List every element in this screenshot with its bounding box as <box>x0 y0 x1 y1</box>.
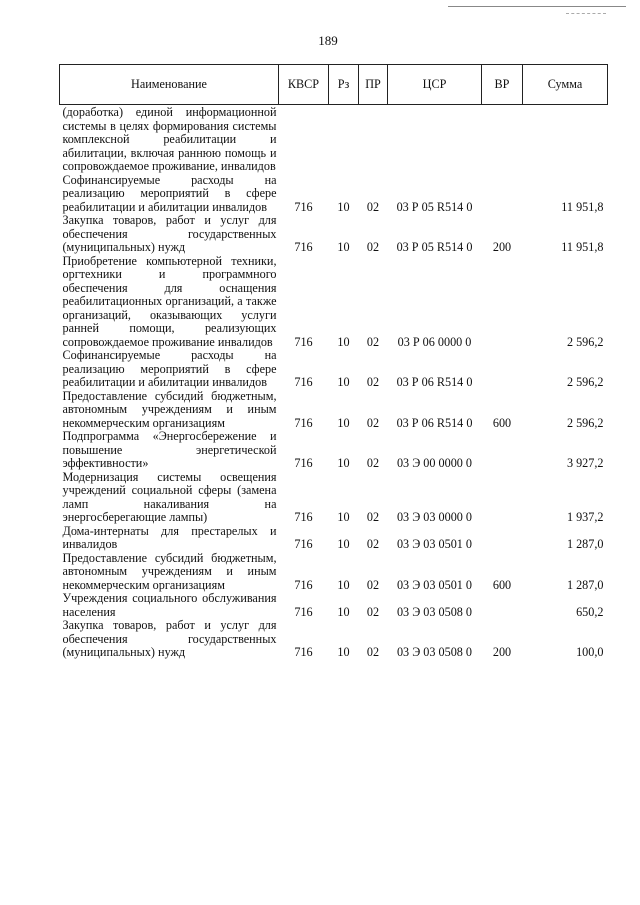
scan-artifact-line <box>448 6 626 7</box>
cell-name: (доработка) единой информационной системы в целях формирования системы комплексной реабилитации и абилитации, включая раннюю помощь и сопровождаемое проживание, инвалидов <box>62 105 277 173</box>
cell-csr: 03 Э 03 0501 0 <box>396 537 473 551</box>
cell-name: Приобретение компьютерной техники, оргтехники и программного обеспечения для оснащения реабилитационных организаций, а также организаций, оказывающих услуги ранней помощи, реализующих сопровождаемое проживание инвалидов <box>62 253 277 349</box>
cell-csr <box>388 105 482 174</box>
cell-csr: 03 Э 00 0000 0 <box>396 456 473 470</box>
cell-sum: 11 951,8 <box>561 199 604 214</box>
cell-kvsr: 716 <box>294 645 313 659</box>
cell-csr: 03 Э 03 0508 0 <box>396 604 473 619</box>
cell-vr <box>482 349 523 390</box>
cell-rz: 10 <box>337 577 350 592</box>
cell-kvsr: 716 <box>294 415 313 430</box>
cell-sum: 650,2 <box>576 604 604 619</box>
cell-csr: 03 Р 06 0000 0 <box>397 334 472 349</box>
table-row <box>60 592 608 619</box>
cell-pr: 02 <box>366 510 380 524</box>
cell-name: Дома-интернаты для престарелых и инвалидов <box>62 523 277 551</box>
cell-csr: 03 Э 03 0501 0 <box>396 577 473 592</box>
cell-pr: 02 <box>366 199 380 214</box>
header-vr: ВР <box>482 65 523 105</box>
cell-vr <box>482 471 523 525</box>
header-sum: Сумма <box>523 65 608 105</box>
cell-rz: 10 <box>337 510 350 524</box>
cell-sum: 2 596,2 <box>566 334 604 349</box>
cell-kvsr: 716 <box>294 604 313 619</box>
cell-rz: 10 <box>337 645 350 659</box>
cell-vr <box>482 255 523 350</box>
cell-name: Подпрограмма «Энергосбережение и повышение энергетической эффективности» <box>62 429 277 470</box>
cell-kvsr: 716 <box>294 510 313 524</box>
header-csr: ЦСР <box>388 65 482 105</box>
page-number: 189 <box>318 33 338 48</box>
cell-vr <box>482 430 523 471</box>
cell-name: Предоставление субсидий бюджетным, автономным учреждениям и иным некоммерческим организациям <box>62 388 277 430</box>
table-row <box>60 214 608 255</box>
cell-pr: 02 <box>366 334 380 349</box>
cell-rz: 10 <box>337 604 350 619</box>
table-row <box>60 471 608 525</box>
cell-pr: 02 <box>366 577 380 592</box>
header-kvsr: КВСР <box>279 65 329 105</box>
cell-name: Софинансируемые расходы на реализацию мероприятий в сфере реабилитации и абилитации инвалидов <box>62 172 277 214</box>
cell-sum: 11 951,8 <box>561 240 604 254</box>
cell-kvsr <box>279 105 329 174</box>
cell-rz: 10 <box>337 334 350 349</box>
header-rz: Рз <box>329 65 359 105</box>
table-row <box>60 349 608 390</box>
cell-sum: 100,0 <box>576 645 604 659</box>
cell-pr: 02 <box>366 604 380 619</box>
table-row <box>60 525 608 552</box>
cell-name: Софинансируемые расходы на реализацию мероприятий в сфере реабилитации и абилитации инвалидов <box>62 348 277 389</box>
cell-vr <box>482 174 523 215</box>
cell-kvsr: 716 <box>294 199 313 214</box>
cell-name: Закупка товаров, работ и услуг для обеспечения государственных (муниципальных) нужд <box>62 618 277 659</box>
cell-vr: 200 <box>492 240 512 254</box>
table-row <box>60 430 608 471</box>
cell-pr: 02 <box>366 537 380 551</box>
cell-sum: 1 287,0 <box>566 577 604 592</box>
table-body <box>60 105 608 660</box>
cell-pr: 02 <box>366 645 380 659</box>
cell-rz <box>329 105 359 174</box>
cell-rz: 10 <box>337 537 350 551</box>
cell-rz: 10 <box>337 199 350 214</box>
cell-pr: 02 <box>366 240 380 254</box>
cell-name: Модернизация системы освещения учреждений социальной сферы (замена ламп накаливания на энергосберегающие лампы) <box>62 469 277 524</box>
cell-sum: 2 596,2 <box>566 415 604 430</box>
cell-sum: 2 596,2 <box>566 375 604 389</box>
cell-vr <box>482 105 523 174</box>
scan-artifact-dots <box>566 13 606 14</box>
cell-name: Учреждения социального обслуживания населения <box>62 591 277 619</box>
cell-kvsr: 716 <box>294 375 313 389</box>
cell-sum: 3 927,2 <box>566 456 604 470</box>
cell-kvsr: 716 <box>294 334 313 349</box>
cell-kvsr: 716 <box>294 456 313 470</box>
cell-rz: 10 <box>337 456 350 470</box>
cell-sum: 1 287,0 <box>566 537 604 551</box>
cell-vr: 600 <box>492 577 512 592</box>
cell-kvsr: 716 <box>294 240 313 254</box>
cell-kvsr: 716 <box>294 577 313 592</box>
cell-name: Предоставление субсидий бюджетным, автономным учреждениям и иным некоммерческим организациям <box>62 550 277 592</box>
cell-pr: 02 <box>366 375 380 389</box>
cell-rz: 10 <box>337 415 350 430</box>
cell-csr: 03 Р 05 R514 0 <box>396 199 473 214</box>
cell-pr: 02 <box>366 456 380 470</box>
cell-csr: 03 Р 06 R514 0 <box>396 375 473 389</box>
cell-sum: 1 937,2 <box>566 510 604 524</box>
table-row <box>60 105 608 174</box>
cell-csr: 03 Э 03 0508 0 <box>396 645 473 659</box>
cell-rz: 10 <box>337 375 350 389</box>
cell-csr: 03 Э 03 0000 0 <box>396 510 473 524</box>
cell-name: Закупка товаров, работ и услуг для обеспечения государственных (муниципальных) нужд <box>62 213 277 254</box>
table-header-row <box>60 65 608 105</box>
cell-pr <box>359 105 388 174</box>
cell-csr: 03 Р 05 R514 0 <box>396 240 473 254</box>
header-pr: ПР <box>359 65 388 105</box>
cell-pr: 02 <box>366 415 380 430</box>
table-row <box>60 255 608 350</box>
cell-vr <box>482 525 523 552</box>
table-row <box>60 390 608 431</box>
cell-sum <box>523 105 608 174</box>
cell-vr: 600 <box>492 415 512 430</box>
cell-kvsr: 716 <box>294 537 313 551</box>
cell-vr: 200 <box>492 645 512 659</box>
table-row <box>60 552 608 593</box>
table-row <box>60 174 608 215</box>
cell-csr: 03 Р 06 R514 0 <box>396 415 473 430</box>
cell-rz: 10 <box>337 240 350 254</box>
budget-table <box>59 64 608 660</box>
cell-vr <box>482 592 523 619</box>
table-row <box>60 619 608 660</box>
header-name: Наименование <box>60 65 279 105</box>
